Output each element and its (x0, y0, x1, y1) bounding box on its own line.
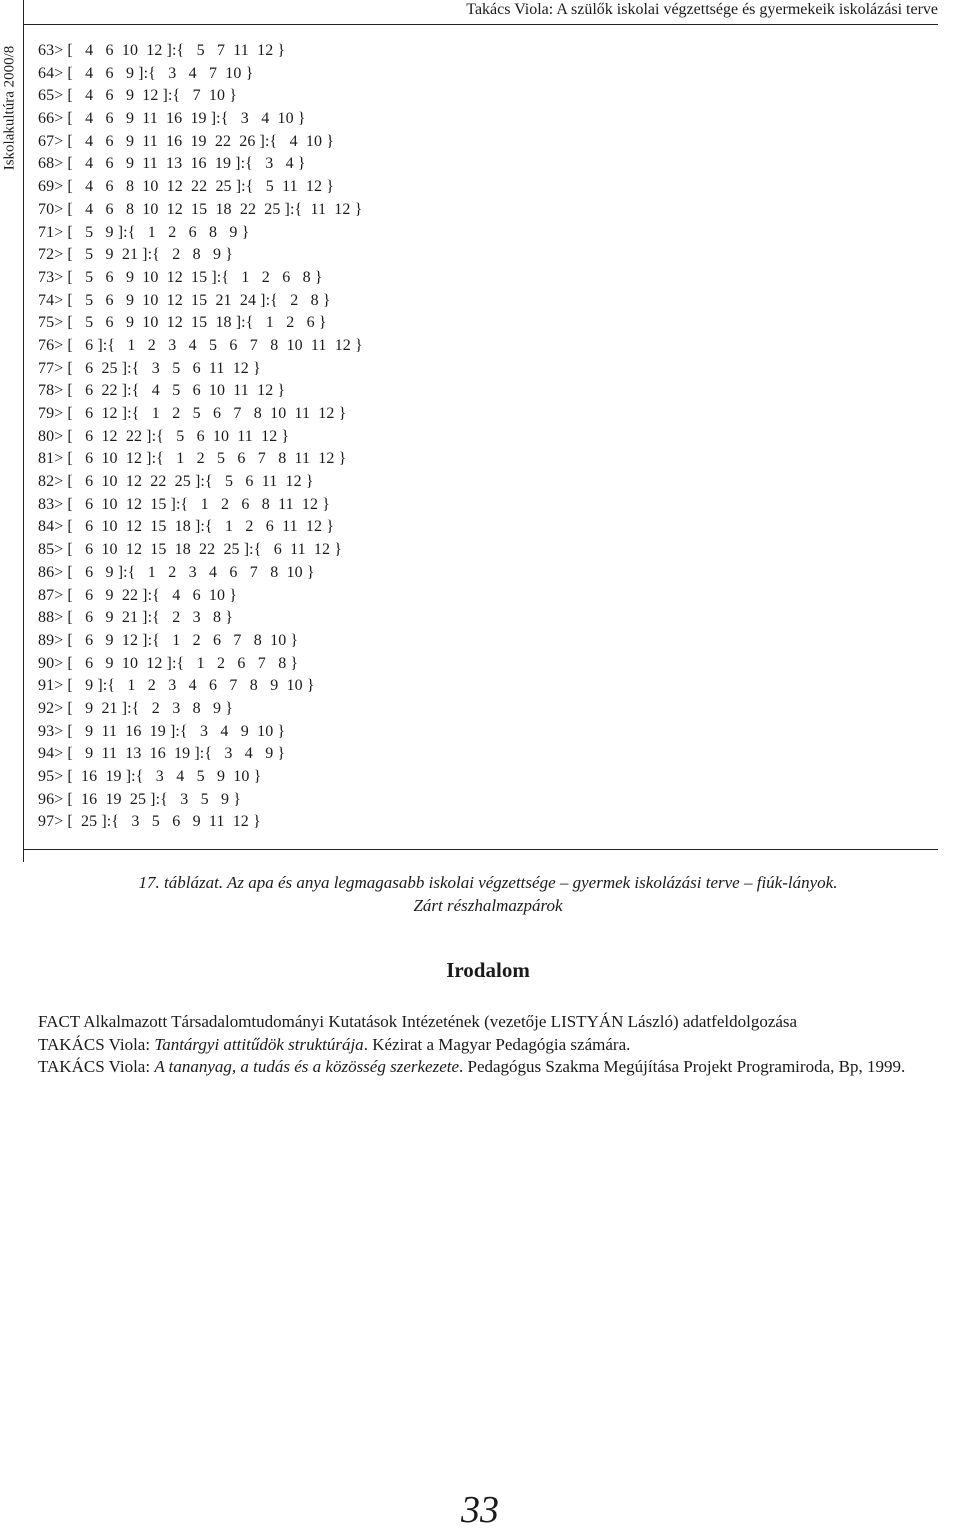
subset-pair-row: 71> [ 5 9 ]:{ 1 2 6 8 9 } (38, 223, 250, 241)
table-caption-line-1: 17. táblázat. Az apa és anya legmagasabb iskolai végzettsége – gyermek iskolázási terve – fiúk-lányok. (138, 873, 838, 892)
reference-text: TAKÁCS Viola: (38, 1057, 155, 1076)
subset-pair-row: 96> [ 16 19 25 ]:{ 3 5 9 } (38, 790, 241, 808)
subset-pair-row: 64> [ 4 6 9 ]:{ 3 4 7 10 } (38, 64, 254, 82)
reference-text: TAKÁCS Viola: (38, 1034, 155, 1054)
subset-pair-row: 90> [ 6 9 10 12 ]:{ 1 2 6 7 8 } (38, 654, 299, 672)
reference-title: Tantárgyi attitűdök struktúrája (154, 1034, 364, 1054)
subset-pair-row: 80> [ 6 12 22 ]:{ 5 6 10 11 12 } (38, 427, 290, 445)
reference-item (38, 1056, 938, 1079)
reference-list (38, 1011, 938, 1079)
subset-pair-row: 73> [ 5 6 9 10 12 15 ]:{ 1 2 6 8 } (38, 268, 323, 286)
subset-pair-row: 82> [ 6 10 12 22 25 ]:{ 5 6 11 12 } (38, 473, 314, 491)
reference-text: FACT Alkalmazott Társadalomtudományi Kutatások Intézetének (vezetője LISTYÁN László) adatfeldolgozása (38, 1012, 798, 1031)
subset-pair-row: 94> [ 9 11 13 16 19 ]:{ 3 4 9 } (38, 745, 286, 763)
running-header: Takács Viola: A szülők iskolai végzettsége és gyermekeik iskolázási terve (466, 1, 938, 18)
reference-text: . Pedagógus Szakma Megújítása Projekt Programiroda, Bp, 1999. (459, 1057, 906, 1076)
subset-pair-row: 95> [ 16 19 ]:{ 3 4 5 9 10 } (38, 768, 262, 785)
subset-pair-list (38, 40, 363, 834)
subset-pair-row: 92> [ 9 21 ]:{ 2 3 8 9 } (38, 699, 233, 717)
subset-pair-row: 78> [ 6 22 ]:{ 4 5 6 10 11 12 } (38, 382, 286, 400)
journal-side-label-text: Iskolakultúra 2000/8 (1, 45, 18, 170)
subset-pair-row: 87> [ 6 9 22 ]:{ 4 6 10 } (38, 586, 237, 604)
subset-pair-row: 85> [ 6 10 12 15 18 22 25 ]:{ 6 11 12 } (38, 541, 342, 559)
table-bottom-divider (23, 849, 938, 850)
subset-pair-row: 77> [ 6 25 ]:{ 3 5 6 11 12 } (38, 359, 261, 377)
table-caption (38, 871, 938, 917)
subset-pair-row: 72> [ 5 9 21 ]:{ 2 8 9 } (38, 246, 233, 264)
subset-pair-row: 79> [ 6 12 ]:{ 1 2 5 6 7 8 10 11 12 } (38, 405, 347, 422)
subset-pair-row: 83> [ 6 10 12 15 ]:{ 1 2 6 8 11 12 } (38, 495, 330, 513)
subset-pair-row: 84> [ 6 10 12 15 18 ]:{ 1 2 6 11 12 } (38, 518, 334, 536)
section-title: Irodalom (446, 958, 530, 982)
subset-pair-row: 67> [ 4 6 9 11 16 19 22 26 ]:{ 4 10 } (38, 132, 334, 150)
side-divider (23, 0, 24, 862)
subset-pair-row: 81> [ 6 10 12 ]:{ 1 2 5 6 7 8 11 12 } (38, 450, 347, 468)
subset-pair-row: 89> [ 6 9 12 ]:{ 1 2 6 7 8 10 } (38, 631, 299, 649)
subset-pair-row: 86> [ 6 9 ]:{ 1 2 3 4 6 7 8 10 } (38, 563, 315, 581)
subset-pair-row: 70> [ 4 6 8 10 12 15 18 22 25 ]:{ 11 12 } (38, 200, 363, 218)
subset-pair-row: 63> [ 4 6 10 12 ]:{ 5 7 11 12 } (38, 42, 286, 59)
subset-pair-row: 88> [ 6 9 21 ]:{ 2 3 8 } (38, 609, 233, 627)
reference-item (38, 1011, 938, 1034)
subset-pair-row: 93> [ 9 11 16 19 ]:{ 3 4 9 10 } (38, 722, 286, 740)
subset-pair-row: 65> [ 4 6 9 12 ]:{ 7 10 } (38, 87, 237, 105)
header-divider (23, 24, 938, 25)
reference-title: A tananyag, a tudás és a közösség szerkezete (154, 1057, 460, 1076)
subset-pair-row: 91> [ 9 ]:{ 1 2 3 4 6 7 8 9 10 } (38, 677, 315, 695)
subset-pair-row: 68> [ 4 6 9 11 13 16 19 ]:{ 3 4 } (38, 155, 306, 173)
subset-pair-row: 76> [ 6 ]:{ 1 2 3 4 5 6 7 8 10 11 12 } (38, 336, 363, 354)
page-number: 33 (461, 1489, 499, 1531)
subset-pair-row: 66> [ 4 6 9 11 16 19 ]:{ 3 4 10 } (38, 110, 306, 128)
subset-pair-row: 69> [ 4 6 8 10 12 22 25 ]:{ 5 11 12 } (38, 178, 334, 196)
reference-item (38, 1034, 938, 1057)
subset-pair-row: 75> [ 5 6 9 10 12 15 18 ]:{ 1 2 6 } (38, 314, 327, 332)
subset-pair-row: 74> [ 5 6 9 10 12 15 21 24 ]:{ 2 8 } (38, 291, 331, 309)
subset-pair-row: 97> [ 25 ]:{ 3 5 6 9 11 12 } (38, 813, 261, 831)
journal-side-label (0, 0, 20, 215)
table-caption-line-2: Zárt részhalmazpárok (413, 896, 563, 915)
reference-text: . Kézirat a Magyar Pedagógia számára. (363, 1034, 631, 1054)
